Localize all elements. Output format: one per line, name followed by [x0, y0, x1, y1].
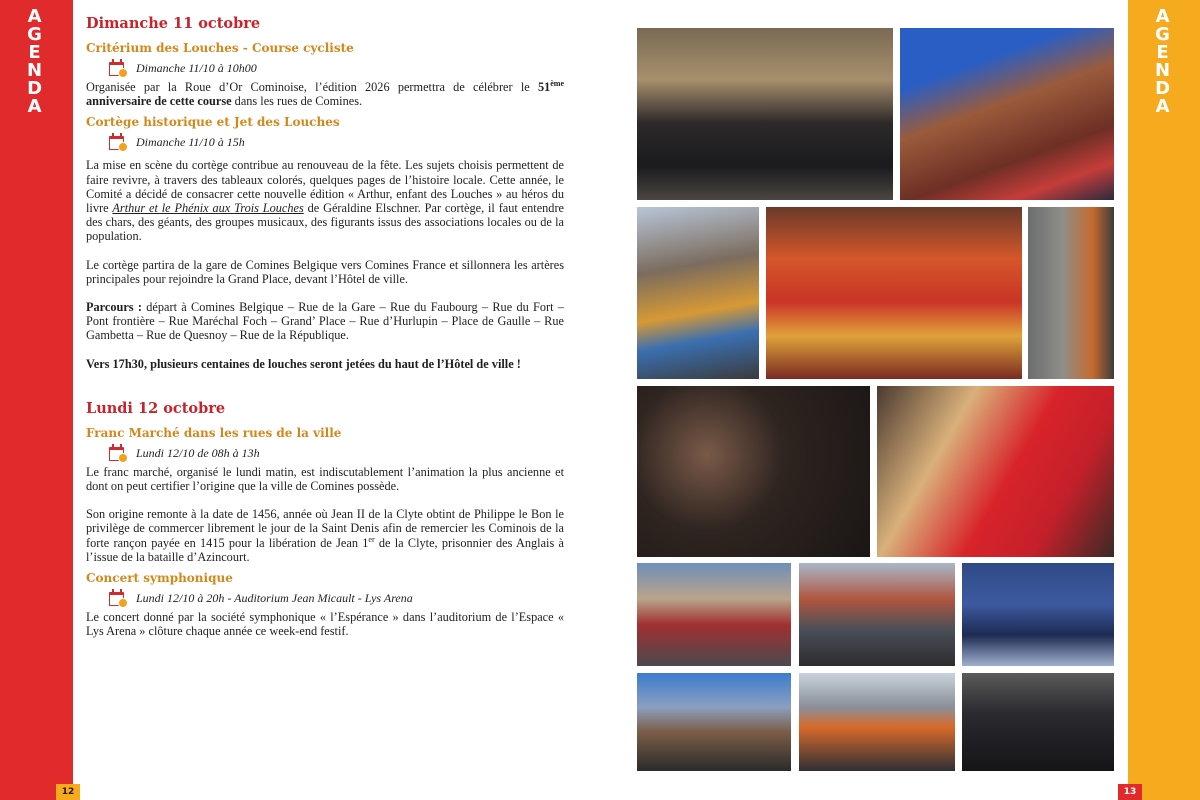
- agenda-letter: D: [1155, 78, 1171, 99]
- photo-market-crowd: [637, 673, 791, 771]
- photo-ladle-throwers: [877, 386, 1114, 557]
- left-agenda-vertical-title: [27, 8, 42, 116]
- day-heading-sunday: Dimanche 11 octobre: [86, 15, 261, 32]
- event-date-text: Lundi 12/10 de 08h à 13h: [136, 445, 260, 460]
- left-agenda-band: [0, 0, 73, 800]
- photo-balcony-ladle: [1028, 207, 1114, 379]
- cortege-departure-text: Le cortège partira de la gare de Comines Belgique vers Comines France et sillonnera les artères principales pour rejoindre la Grand Place, devant l’Hôtel de ville.: [86, 257, 564, 286]
- right-agenda-band: [1128, 0, 1200, 800]
- event-title-cortege: Cortège historique et Jet des Louches: [86, 115, 340, 130]
- photo-costumed-group: [766, 207, 1022, 379]
- photo-flag-thrower: [637, 207, 759, 379]
- concert-description: Le concert donné par la société symphonique « l’Espérance » dans l’auditorium de l’Espace « Lys Arena » clôture chaque année ce week-end festif.: [86, 610, 564, 639]
- cortege-route-text: Parcours : départ à Comines Belgique – Rue de la Gare – Rue du Faubourg – Rue du Fort – Pont frontière – Rue Maréchal Foch – Grand’ Place – Rue d’Hurlupin – Place de Gaulle – Rue Gambetta – Rue de Quesnoy – Rue de la République.: [86, 300, 564, 343]
- photo-orchestra: [962, 673, 1114, 771]
- page-number-right: 13: [1118, 784, 1142, 800]
- right-agenda-vertical-title: [1155, 8, 1170, 116]
- agenda-letter: A: [27, 96, 42, 117]
- event-date-concert: [108, 586, 564, 610]
- agenda-letter: E: [1156, 42, 1169, 63]
- agenda-letter: A: [1155, 96, 1170, 117]
- agenda-letter: N: [1155, 60, 1171, 81]
- event-date-text: Dimanche 11/10 à 15h: [136, 135, 245, 150]
- page-number-left: 12: [56, 784, 80, 800]
- franc-marche-history: Son origine remonte à la date de 1456, année où Jean II de la Clyte obtint de Philippe le Bon le privilège de commercer librement le jour de la Saint Denis afin de remercier les Cominois de la forte rançon payée en 1415 pour la libération de Jean 1er de la Clyte, prisonnier des Anglais à l’issue de la bataille d’Azincourt.: [86, 507, 564, 564]
- book-title-link: Arthur et le Phénix aux Trois Louches: [112, 201, 304, 216]
- calendar-clock-icon: [108, 444, 128, 462]
- calendar-clock-icon: [108, 589, 128, 607]
- photo-cycle-race: [799, 563, 955, 666]
- photo-cyclists-podium: [799, 673, 955, 771]
- event-date-text: Dimanche 11/10 à 10h00: [136, 60, 257, 75]
- event-date-franc-marche: [108, 441, 564, 465]
- event-title-concert: Concert symphonique: [86, 571, 233, 586]
- photo-concert-hall: [962, 563, 1114, 666]
- agenda-letter: D: [27, 78, 43, 99]
- event-title-franc-marche: Franc Marché dans les rues de la ville: [86, 425, 342, 440]
- photo-market-street: [637, 563, 791, 666]
- event-date-text: Lundi 12/10 à 20h - Auditorium Jean Micault - Lys Arena: [136, 590, 413, 605]
- calendar-clock-icon: [108, 59, 128, 77]
- agenda-letter: G: [27, 24, 42, 45]
- event-description-criterium: Organisée par la Roue d’Or Cominoise, l’édition 2026 permettra de célébrer le 51ème anniversaire de cette course dans les rues de Comines.: [86, 78, 564, 109]
- photo-pipe-band-parade: [637, 28, 893, 200]
- day-heading-monday: Lundi 12 octobre: [86, 399, 226, 417]
- photo-parade-float: [900, 28, 1114, 200]
- agenda-text-column: [86, 14, 564, 638]
- agenda-letter: G: [1155, 24, 1170, 45]
- photo-crowd: [637, 386, 870, 557]
- event-date-criterium: [108, 56, 564, 80]
- event-title-criterium: Critérium des Louches - Course cycliste: [86, 41, 354, 55]
- event-description-cortege: La mise en scène du cortège contribue au renouveau de la fête. Les sujets choisis permettent de faire revivre, à travers des tableaux colorés, quelques pages de l’histoire locale. Cette année, le Comité a décidé de consacrer cette nouvelle édition « Arthur, enfant des Louches » au héros du livre Arthur et le Phénix aux Trois Louches de Géraldine Elschner. Par cortège, il faut entendre des chars, des géants, des groupes musicaux, des figurants issus des associations locales ou de la population.: [86, 158, 564, 244]
- agenda-letter: E: [28, 42, 41, 63]
- franc-marche-description: Le franc marché, organisé le lundi matin, est indiscutablement l’animation la plus ancienne et dont on peut certifier l’origine que la ville de Comines possède.: [86, 464, 564, 494]
- agenda-letter: A: [27, 6, 42, 27]
- agenda-letter: A: [1155, 6, 1170, 27]
- louches-throw-highlight: Vers 17h30, plusieurs centaines de louches seront jetées du haut de l’Hôtel de ville !: [86, 356, 521, 371]
- agenda-letter: N: [27, 60, 43, 81]
- event-date-cortege: [108, 130, 564, 154]
- calendar-clock-icon: [108, 133, 128, 151]
